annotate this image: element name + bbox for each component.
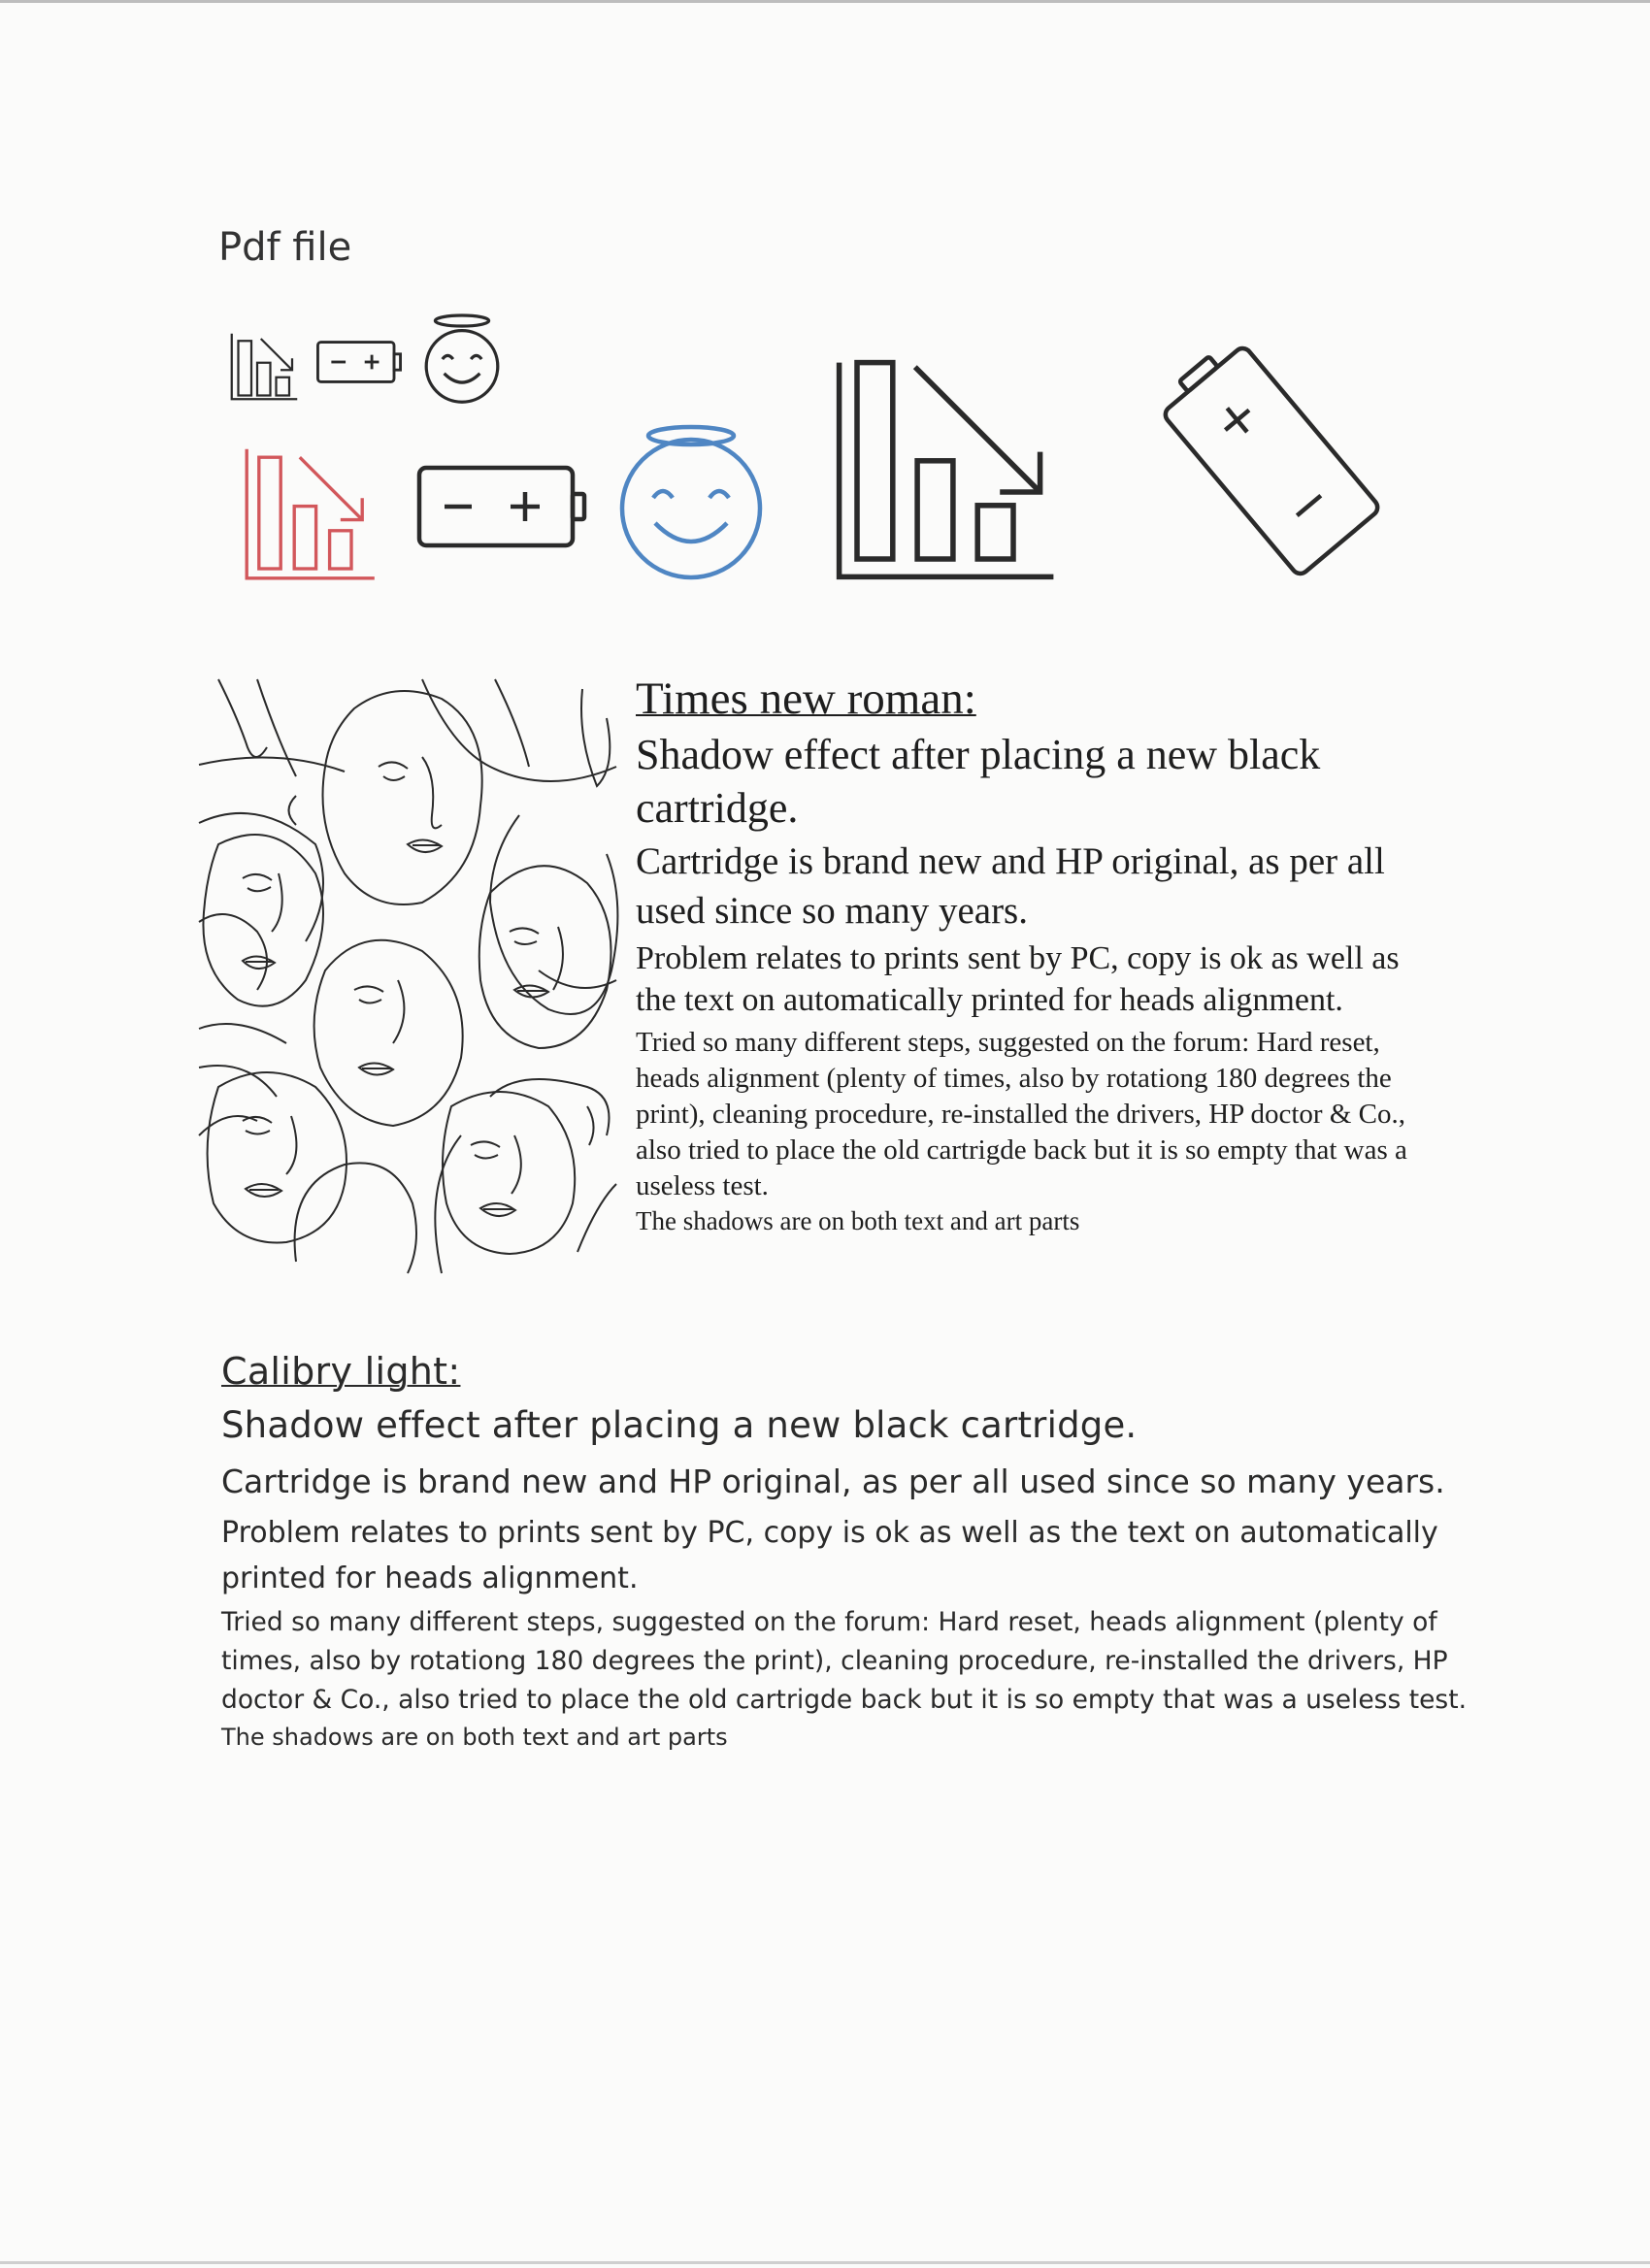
calibri-light-section [221,1344,1473,1755]
battery-icon-large [415,464,590,549]
line-art-faces-illustration [199,679,616,1273]
calibri-section-title: Calibry light: [221,1350,461,1393]
times-line-4: Tried so many different steps, suggested on the forum: Hard reset, heads alignment (plenty of times, also by rotationg 180 degrees the print), cleaning procedure, re-installed the drivers, HP doctor & Co., also tried to place the old cartrigde back but it is so empty that was a useless test. [636,1027,1407,1201]
calibri-line-2: Cartridge is brand new and HP original, as per all used since so many years. [221,1463,1445,1500]
bar-chart-decline-icon-black-large [835,357,1058,582]
bar-chart-decline-icon-small [228,330,301,403]
calibri-line-5: The shadows are on both text and art parts [221,1724,728,1751]
calibri-line-1: Shadow effect after placing a new black cartridge. [221,1404,1138,1446]
angel-smiley-icon-small [417,312,507,408]
times-new-roman-section [636,670,1432,1237]
battery-icon-small [315,338,403,386]
times-line-1: Shadow effect after placing a new black cartridge. [636,731,1321,832]
times-line-2: Cartridge is brand new and HP original, as per all used since so many years. [636,840,1385,932]
calibri-line-3: Problem relates to prints sent by PC, copy is ok as well as the text on automatically printed for heads alignment. [221,1516,1438,1595]
times-section-title: Times new roman: [636,674,976,724]
bar-chart-decline-icon-red [243,446,379,582]
times-line-3: Problem relates to prints sent by PC, copy is ok as well as the text on automatically printed for heads alignment. [636,940,1400,1018]
battery-icon-rotated [1145,330,1398,592]
calibri-line-4: Tried so many different steps, suggested on the forum: Hard reset, heads alignment (plenty of times, also by rotationg 180 degrees the print), cleaning procedure, re-installed the drivers, HP doctor & Co., also tried to place the old cartrigde back but it is so empty that was a useless test. [221,1607,1468,1715]
scan-edge-bottom [0,2261,1650,2264]
page-heading: Pdf file [218,225,352,270]
times-line-5: The shadows are on both text and art parts [636,1206,1080,1235]
angel-smiley-icon-blue [616,424,767,570]
scan-edge-top [0,0,1650,3]
